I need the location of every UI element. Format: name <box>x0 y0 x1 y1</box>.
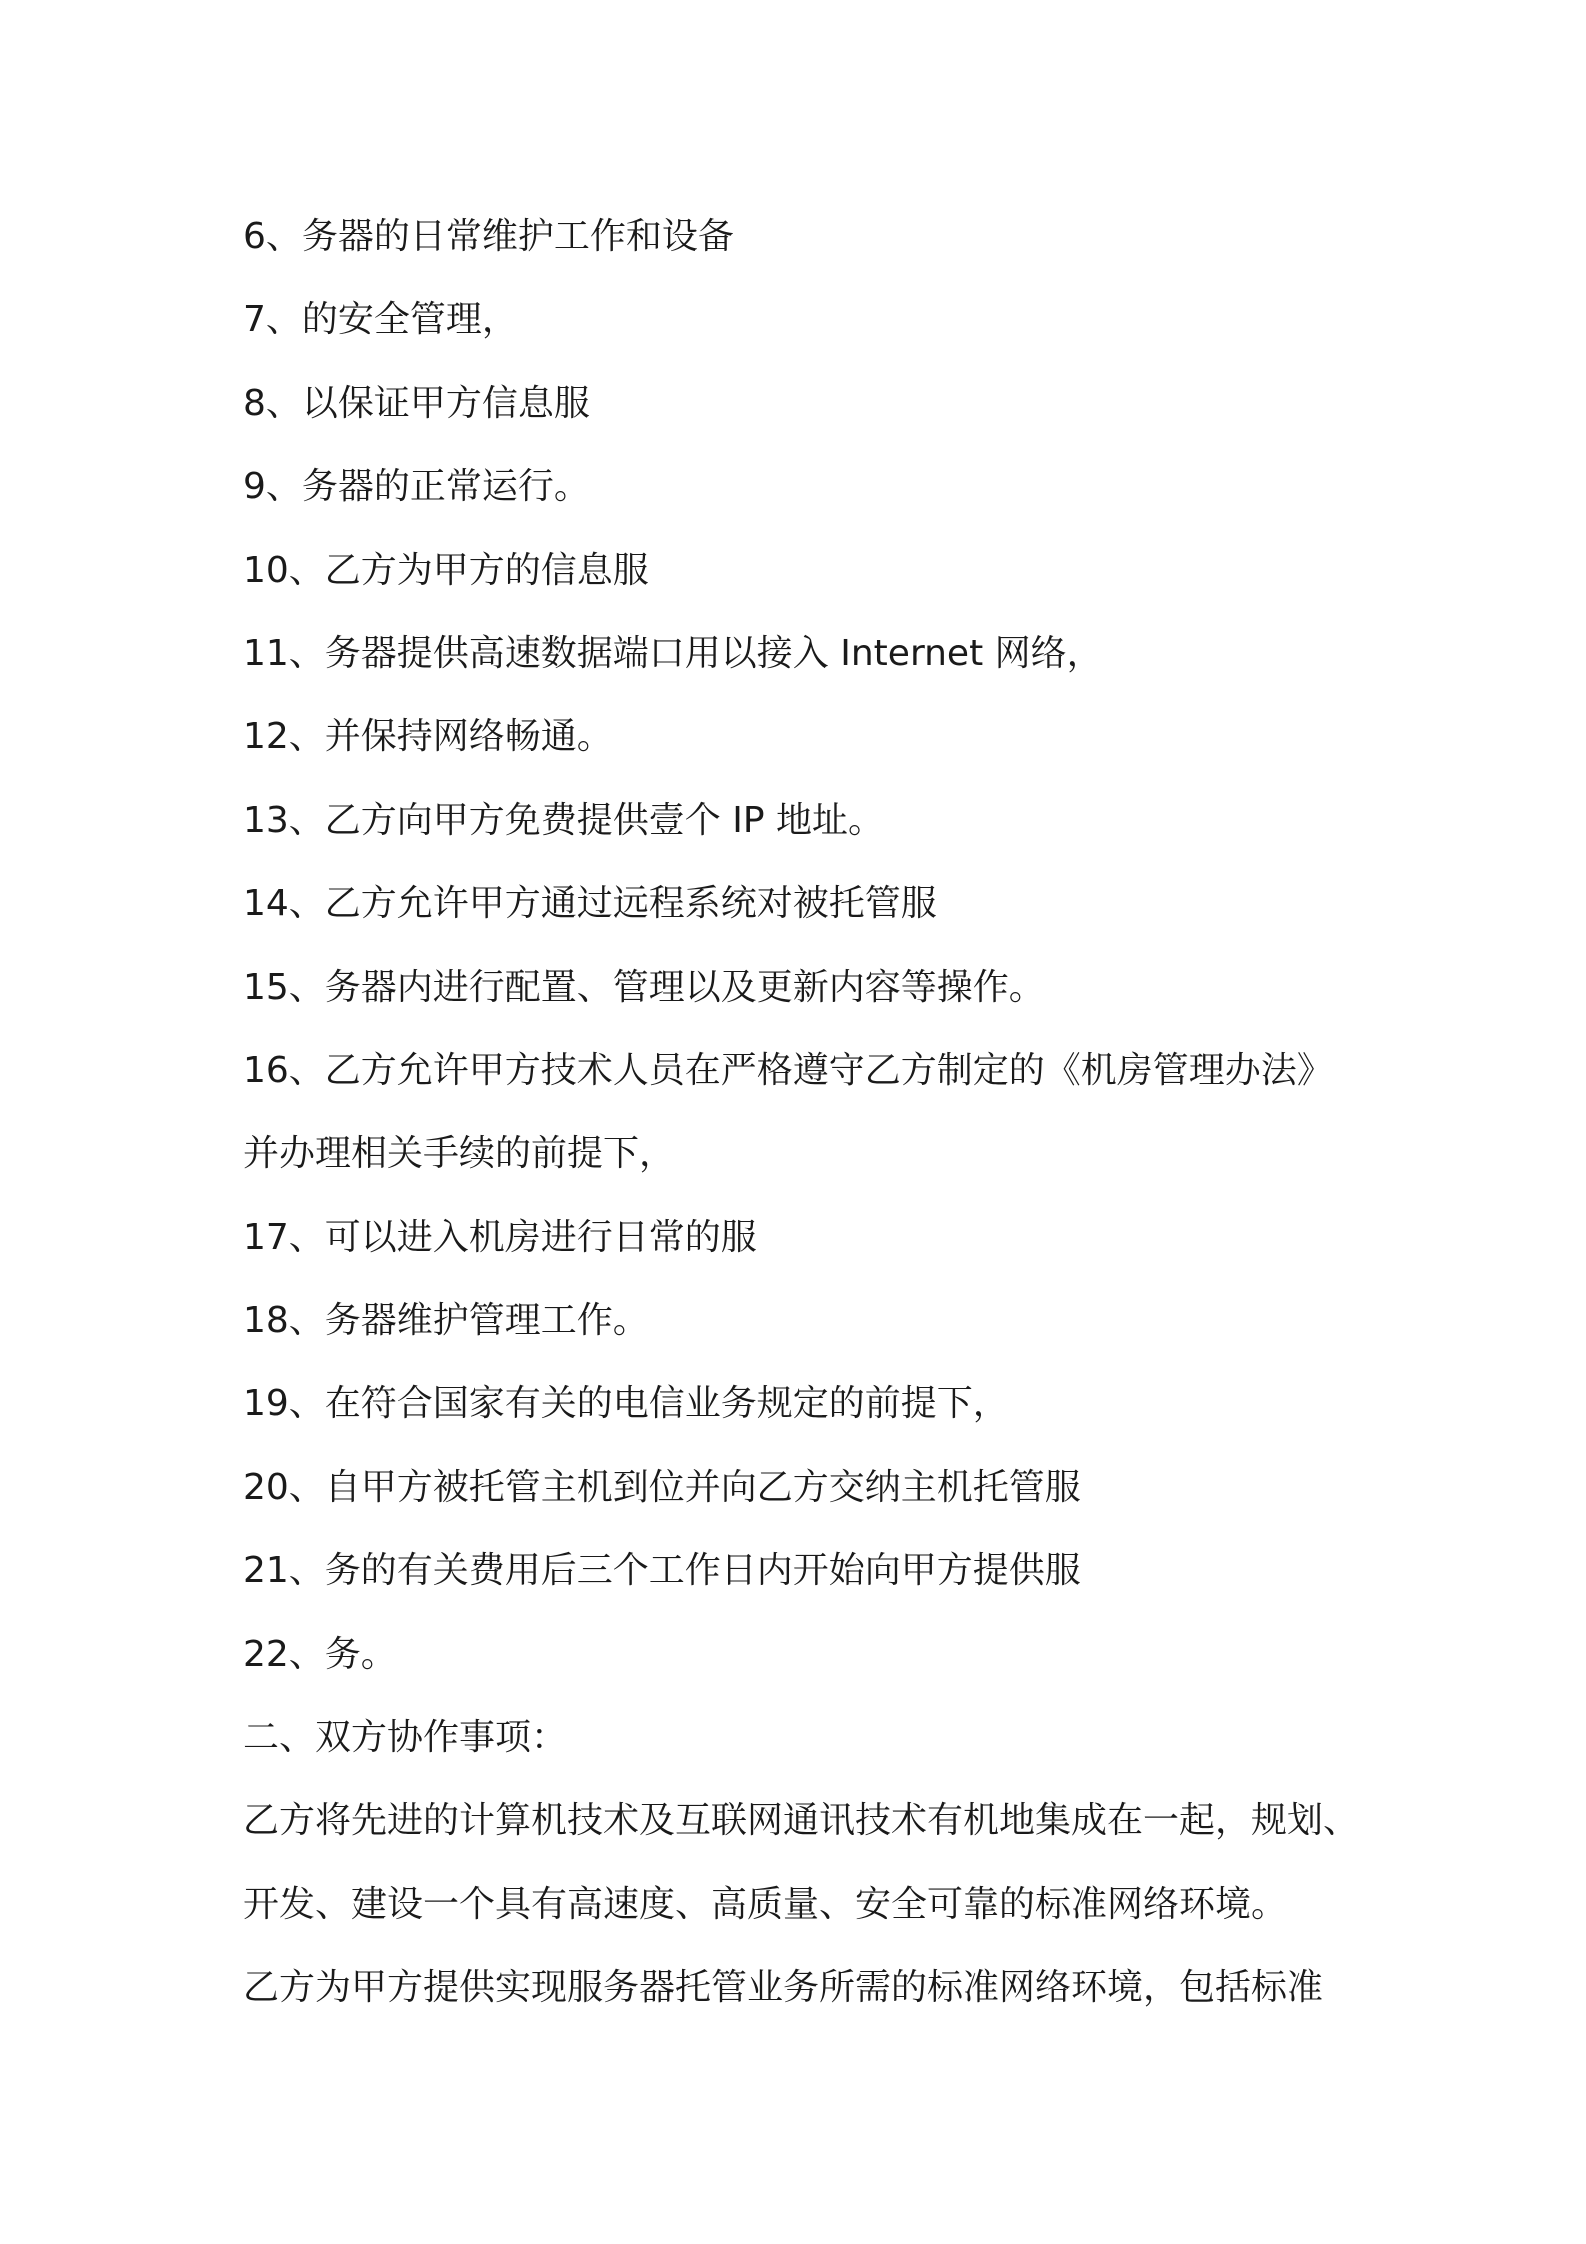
document-line: 乙方将先进的计算机技术及互联网通讯技术有机地集成在一起，规划、 <box>243 1800 1360 1842</box>
document-line: 19、在符合国家有关的电信业务规定的前提下， <box>243 1383 1009 1425</box>
document-line: 乙方为甲方提供实现服务器托管业务所需的标准网络环境，包括标准 <box>243 1967 1324 2009</box>
document-line: 12、并保持网络畅通。 <box>243 716 613 758</box>
document-line: 11、务器提供高速数据端口用以接入 Internet 网络， <box>243 632 1103 674</box>
document-line: 6、务器的日常维护工作和设备 <box>243 216 734 257</box>
document-line: 20、自甲方被托管主机到位并向乙方交纳主机托管服 <box>243 1466 1081 1508</box>
document-line: 22、务。 <box>243 1633 397 1675</box>
document-line: 13、乙方向甲方免费提供壹个 IP 地址。 <box>243 799 885 841</box>
document-line: 7、的安全管理， <box>243 299 518 341</box>
document-line: 开发、建设一个具有高速度、高质量、安全可靠的标准网络环境。 <box>243 1883 1288 1925</box>
document-line: 14、乙方允许甲方通过远程系统对被托管服 <box>243 883 937 925</box>
document-body <box>243 195 1443 2030</box>
document-line: 8、以保证甲方信息服 <box>243 382 590 424</box>
document-line: 16、乙方允许甲方技术人员在严格遵守乙方制定的《机房管理办法》 <box>243 1049 1333 1091</box>
document-line: 18、务器维护管理工作。 <box>243 1300 649 1342</box>
document-line: 10、乙方为甲方的信息服 <box>243 549 649 591</box>
document-line: 并办理相关手续的前提下， <box>243 1133 676 1175</box>
document-line: 17、可以进入机房进行日常的服 <box>243 1216 757 1258</box>
document-line: 15、务器内进行配置、管理以及更新内容等操作。 <box>243 966 1045 1008</box>
document-line: 9、务器的正常运行。 <box>243 466 590 508</box>
document-line: 21、务的有关费用后三个工作日内开始向甲方提供服 <box>243 1550 1081 1592</box>
section-heading: 二、双方协作事项： <box>243 1717 568 1759</box>
